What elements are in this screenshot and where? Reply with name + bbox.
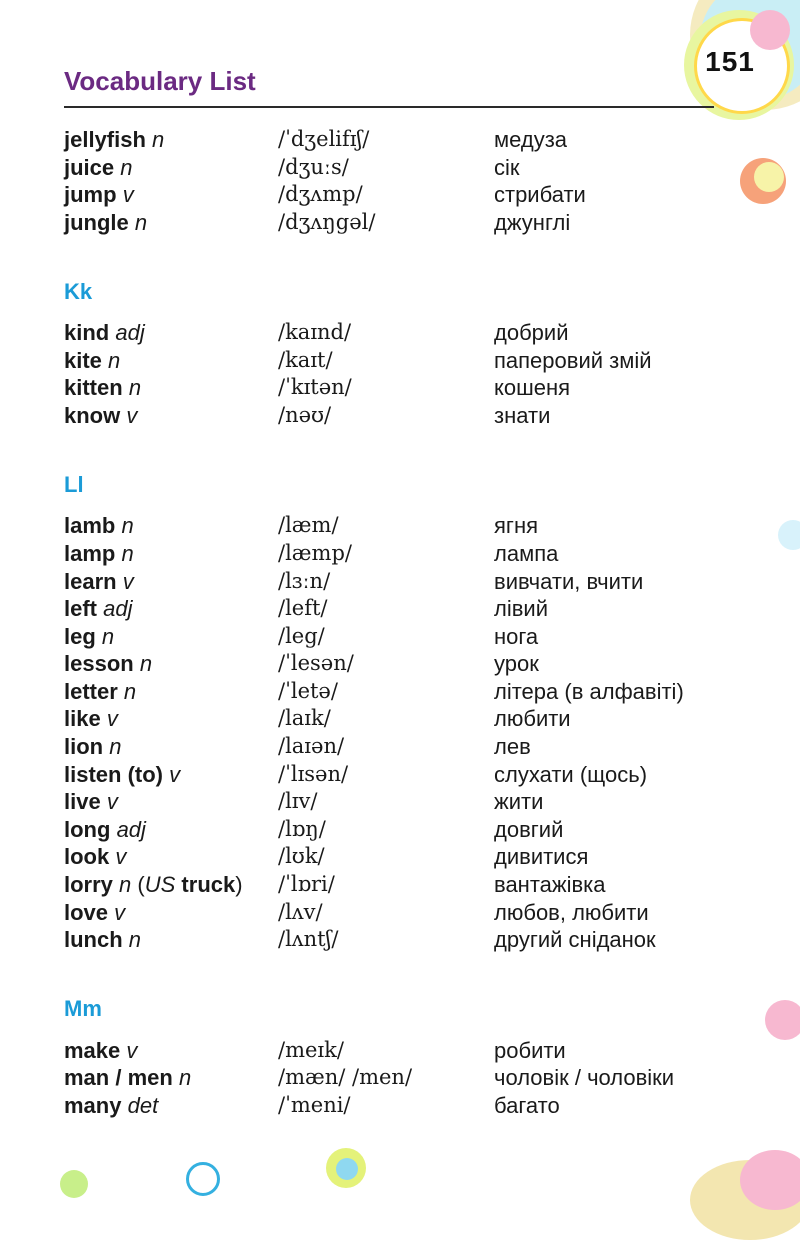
- transcription: /ˈkɪtən/: [278, 375, 352, 400]
- transcription: /lɒŋ/: [278, 816, 326, 841]
- vocabulary-entry: [64, 650, 754, 678]
- word: learn: [64, 568, 117, 594]
- transcription: /ˈlɒri/: [278, 872, 335, 897]
- part-of-speech: v: [126, 402, 138, 428]
- translation: сік: [494, 154, 520, 180]
- vocabulary-entry: [64, 899, 754, 927]
- translation: слухати (щось): [494, 761, 648, 787]
- translation: стрибати: [494, 182, 586, 208]
- translation: лампа: [494, 540, 559, 566]
- word: love: [64, 899, 109, 925]
- word: jellyfish: [64, 127, 146, 152]
- part-of-speech: v: [106, 706, 118, 732]
- entry-headword: [64, 816, 146, 844]
- word: man / men: [64, 1065, 173, 1091]
- entry-headword: [64, 126, 164, 154]
- entry-headword: [64, 733, 121, 761]
- transcription: /lɜːn/: [278, 568, 331, 593]
- transcription: /ˈletə/: [278, 678, 338, 703]
- translation: знати: [494, 402, 551, 428]
- word-extra: (to): [121, 761, 163, 787]
- part-of-speech: n: [121, 513, 134, 539]
- word: jump: [64, 182, 117, 208]
- vocabulary-entry: [64, 154, 754, 182]
- vocabulary-entry: [64, 1092, 754, 1120]
- note-open: (: [131, 872, 145, 898]
- part-of-speech: v: [114, 899, 126, 925]
- vocabulary-entry: [64, 402, 754, 430]
- entry-headword: [64, 843, 126, 871]
- vocabulary-entry: [64, 1037, 754, 1065]
- part-of-speech: adj: [115, 320, 145, 346]
- transcription: /ˈdʒelifɪʃ/: [278, 127, 370, 151]
- part-of-speech: n: [128, 927, 142, 953]
- part-of-speech: n: [108, 347, 121, 373]
- transcription: /dʒʌmp/: [278, 182, 363, 207]
- vocabulary-entry: [64, 347, 754, 375]
- word: listen: [64, 761, 122, 787]
- word: like: [64, 706, 101, 732]
- translation: вивчати, вчити: [494, 568, 644, 594]
- entry-headword: [64, 568, 134, 596]
- vocabulary-entry: [64, 623, 754, 651]
- decorative-circle: [60, 1170, 88, 1198]
- part-of-speech: v: [169, 761, 181, 787]
- transcription: /left/: [278, 596, 328, 621]
- entry-headword: [64, 319, 145, 347]
- transcription: /lʊk/: [278, 844, 325, 869]
- vocabulary-entry: [64, 595, 754, 623]
- word: letter: [64, 678, 118, 704]
- letter-heading: Kk: [64, 278, 93, 304]
- vocabulary-entry: [64, 733, 754, 761]
- word: lamb: [64, 513, 116, 539]
- word: juice: [64, 154, 115, 180]
- translation: лев: [494, 734, 531, 760]
- transcription: /kaɪt/: [278, 347, 333, 372]
- note-word: truck: [175, 872, 236, 898]
- transcription: /ˈlesən/: [278, 651, 354, 676]
- translation: жити: [494, 789, 544, 815]
- part-of-speech: v: [115, 844, 127, 870]
- entry-headword: [64, 512, 134, 540]
- transcription: /læmp/: [278, 540, 352, 565]
- translation: любити: [494, 706, 571, 732]
- entry-headword: [64, 899, 125, 927]
- entry-headword: [64, 623, 114, 651]
- transcription: /laɪən/: [278, 734, 345, 759]
- translation: другий сніданок: [494, 927, 656, 953]
- part-of-speech: n: [123, 678, 137, 704]
- part-of-speech: adj: [103, 596, 133, 622]
- word: lion: [64, 734, 104, 760]
- note-close: ): [235, 872, 243, 898]
- transcription: /lɪv/: [278, 789, 318, 814]
- letter-heading: Mm: [64, 996, 102, 1022]
- word: jungle: [64, 209, 129, 235]
- vocabulary-entry: [64, 319, 754, 347]
- word: long: [64, 816, 111, 842]
- translation: робити: [494, 1037, 566, 1063]
- word: lorry: [64, 872, 113, 898]
- vocabulary-entry: [64, 540, 754, 568]
- entry-headword: [64, 1092, 158, 1120]
- transcription: /leg/: [278, 623, 325, 648]
- translation: нога: [494, 623, 539, 649]
- part-of-speech: n: [101, 623, 115, 649]
- part-of-speech: det: [127, 1092, 159, 1118]
- part-of-speech: v: [122, 568, 134, 594]
- entry-headword: [64, 1037, 137, 1065]
- vocabulary-entry: [64, 512, 754, 540]
- transcription: /dʒuːs/: [278, 154, 349, 179]
- word: look: [64, 844, 110, 870]
- entry-headword: [64, 154, 133, 182]
- page-title: Vocabulary List: [64, 66, 256, 96]
- translation: джунглі: [494, 209, 571, 235]
- transcription: /ˈmeni/: [278, 1092, 351, 1117]
- word: kind: [64, 320, 110, 346]
- part-of-speech: n: [109, 734, 122, 760]
- word: many: [64, 1092, 122, 1118]
- translation: вантажівка: [494, 872, 606, 898]
- word: make: [64, 1037, 121, 1063]
- translation: літера (в алфавіті): [494, 678, 684, 704]
- letter-heading: Ll: [64, 472, 84, 498]
- entry-headword: [64, 374, 141, 402]
- vocabulary-entry: [64, 871, 754, 899]
- word: live: [64, 789, 101, 815]
- translation: любов, любити: [494, 899, 649, 925]
- vocabulary-entry: [64, 374, 754, 402]
- entry-headword: [64, 788, 118, 816]
- part-of-speech: adj: [116, 816, 146, 842]
- decorative-circle: [754, 162, 784, 192]
- transcription: /laɪk/: [278, 706, 331, 731]
- vocabulary-list: [64, 126, 754, 1119]
- word: left: [64, 596, 97, 622]
- entry-headword: [64, 926, 141, 954]
- part-of-speech: v: [106, 789, 118, 815]
- transcription: /nəʊ/: [278, 402, 332, 427]
- vocabulary-entry: [64, 678, 754, 706]
- vocabulary-entry: [64, 209, 754, 237]
- word: lunch: [64, 927, 123, 953]
- translation: кошеня: [494, 375, 571, 401]
- transcription: /kaɪnd/: [278, 320, 352, 345]
- translation: чоловік / чоловіки: [494, 1065, 675, 1091]
- entry-headword: [64, 209, 147, 237]
- entry-headword: [64, 347, 120, 375]
- translation: дивитися: [494, 844, 589, 870]
- vocabulary-entry: [64, 788, 754, 816]
- word: know: [64, 402, 121, 428]
- word: lesson: [64, 651, 134, 677]
- word: lamp: [64, 540, 116, 566]
- vocabulary-entry: [64, 181, 754, 209]
- part-of-speech: v: [122, 182, 134, 208]
- transcription: /lʌntʃ/: [278, 927, 339, 952]
- transcription: /læm/: [278, 513, 339, 538]
- decorative-circle: [778, 520, 800, 550]
- translation: медуза: [494, 127, 568, 152]
- decorative-circle: [765, 1000, 800, 1040]
- entry-headword: [64, 761, 180, 789]
- entry-headword: [64, 650, 152, 678]
- part-of-speech: n: [121, 540, 134, 566]
- part-of-speech: n: [178, 1065, 192, 1091]
- vocabulary-entry: [64, 926, 754, 954]
- vocabulary-entry: [64, 126, 754, 154]
- entry-headword: [64, 678, 136, 706]
- transcription: /dʒʌŋgəl/: [278, 209, 376, 234]
- part-of-speech: n: [119, 872, 132, 898]
- translation: довгий: [494, 816, 564, 842]
- translation: лівий: [494, 596, 548, 622]
- entry-headword: [64, 181, 134, 209]
- translation: ягня: [494, 513, 538, 539]
- part-of-speech: v: [126, 1037, 138, 1063]
- vocabulary-entry: [64, 568, 754, 596]
- part-of-speech: n: [120, 154, 133, 180]
- vocabulary-entry: [64, 816, 754, 844]
- entry-headword: [64, 1064, 191, 1092]
- note-region: US: [144, 872, 176, 898]
- transcription: /lʌv/: [278, 899, 323, 924]
- part-of-speech: n: [139, 651, 153, 677]
- title-divider: [64, 106, 714, 108]
- transcription: /mæn/ /men/: [278, 1065, 413, 1090]
- decorative-circle: [336, 1158, 358, 1180]
- word: kitten: [64, 375, 123, 401]
- entry-headword: [64, 540, 134, 568]
- translation: добрий: [494, 320, 569, 346]
- part-of-speech: n: [152, 127, 165, 152]
- word: leg: [64, 623, 96, 649]
- translation: паперовий змій: [494, 347, 652, 373]
- translation: урок: [494, 651, 539, 677]
- entry-headword: [64, 705, 118, 733]
- decorative-circle: [186, 1162, 220, 1196]
- entry-headword: [64, 402, 137, 430]
- entry-headword: [64, 871, 243, 899]
- part-of-speech: n: [128, 375, 142, 401]
- entry-headword: [64, 595, 132, 623]
- part-of-speech: n: [134, 209, 148, 235]
- transcription: /meɪk/: [278, 1037, 344, 1062]
- vocabulary-entry: [64, 761, 754, 789]
- vocabulary-entry: [64, 843, 754, 871]
- word: kite: [64, 347, 102, 373]
- vocabulary-entry: [64, 1064, 754, 1092]
- transcription: /ˈlɪsən/: [278, 761, 349, 786]
- page-number: 151: [705, 46, 755, 77]
- translation: багато: [494, 1092, 560, 1118]
- vocabulary-entry: [64, 705, 754, 733]
